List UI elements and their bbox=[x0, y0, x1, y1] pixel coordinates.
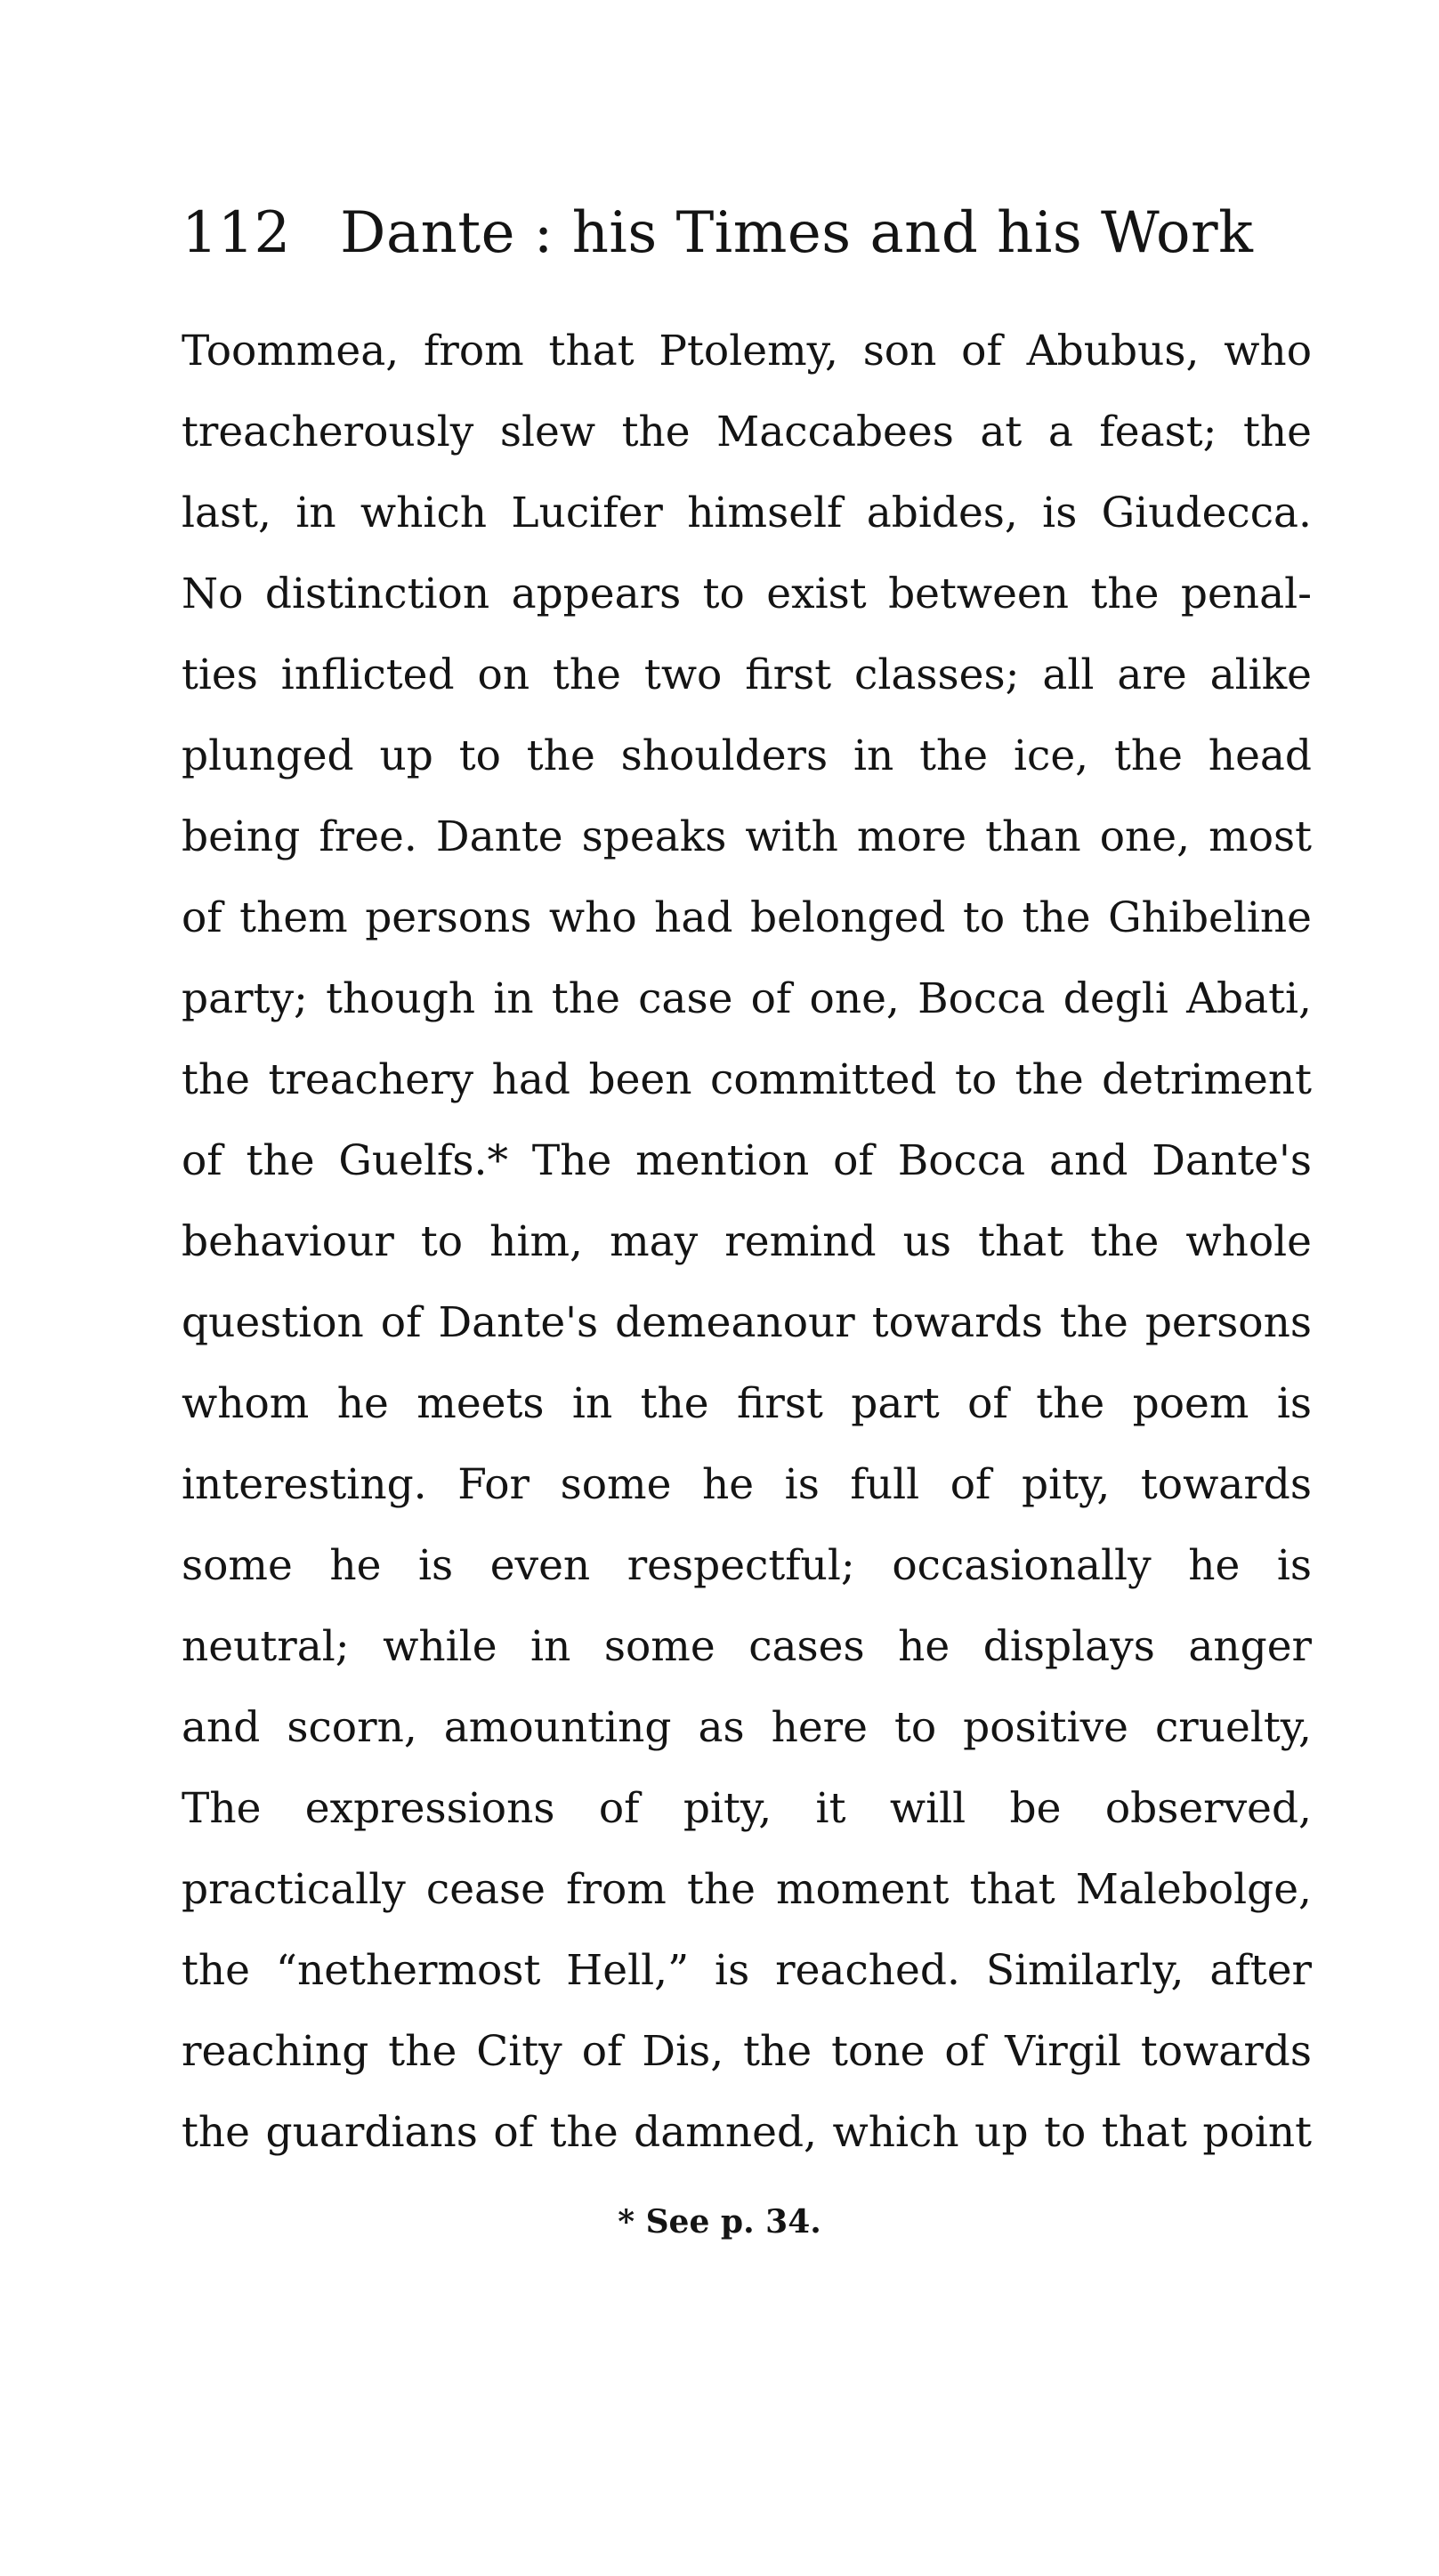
text-line: of the Guelfs.* The mention of Bocca and Dante's bbox=[182, 1136, 1312, 1185]
text-line: the guardians of the damned, which up to that point bbox=[182, 2108, 1312, 2157]
text-line: Toommea, from that Ptolemy, son of Abubus, who bbox=[182, 327, 1312, 375]
text-line: behaviour to him, may remind us that the whole bbox=[182, 1217, 1312, 1266]
text-line: the “nethermost Hell,” is reached. Similarly, after bbox=[182, 1946, 1312, 1995]
text-line: No distinction appears to exist between the penal- bbox=[182, 569, 1312, 618]
text-line: last, in which Lucifer himself abides, is Giudecca. bbox=[182, 489, 1312, 537]
text-line: and scorn, amounting as here to positive cruelty, bbox=[182, 1703, 1312, 1752]
page-header bbox=[182, 198, 1312, 269]
text-line: of them persons who had belonged to the Ghibeline bbox=[182, 893, 1312, 942]
text-line: practically cease from the moment that Malebolge, bbox=[182, 1865, 1312, 1914]
page-number: 112 bbox=[182, 200, 291, 266]
text-line: question of Dante's demeanour towards the persons bbox=[182, 1298, 1312, 1347]
text-line: interesting. For some he is full of pity, towards bbox=[182, 1460, 1312, 1509]
text-line: the treachery had been committed to the detriment bbox=[182, 1055, 1312, 1104]
text-line: being free. Dante speaks with more than one, most bbox=[182, 812, 1312, 861]
text-line: treacherously slew the Maccabees at a feast; the bbox=[182, 408, 1312, 456]
body-text bbox=[182, 320, 1312, 2183]
text-line: The expressions of pity, it will be observed, bbox=[182, 1784, 1312, 1833]
text-line: plunged up to the shoulders in the ice, the head bbox=[182, 731, 1312, 780]
text-line: ties inflicted on the two first classes; all are alike bbox=[182, 650, 1312, 699]
text-line: neutral; while in some cases he displays anger bbox=[182, 1622, 1312, 1671]
text-line: reaching the City of Dis, the tone of Virgil towards bbox=[182, 2027, 1312, 2076]
text-line: party; though in the case of one, Bocca degli Abati, bbox=[182, 974, 1312, 1023]
text-line: some he is even respectful; occasionally he is bbox=[182, 1541, 1312, 1590]
running-title: Dante : his Times and his Work bbox=[340, 200, 1254, 266]
text-line: whom he meets in the first part of the poem is bbox=[182, 1379, 1312, 1428]
footnote: * See p. 34. bbox=[618, 2203, 821, 2241]
